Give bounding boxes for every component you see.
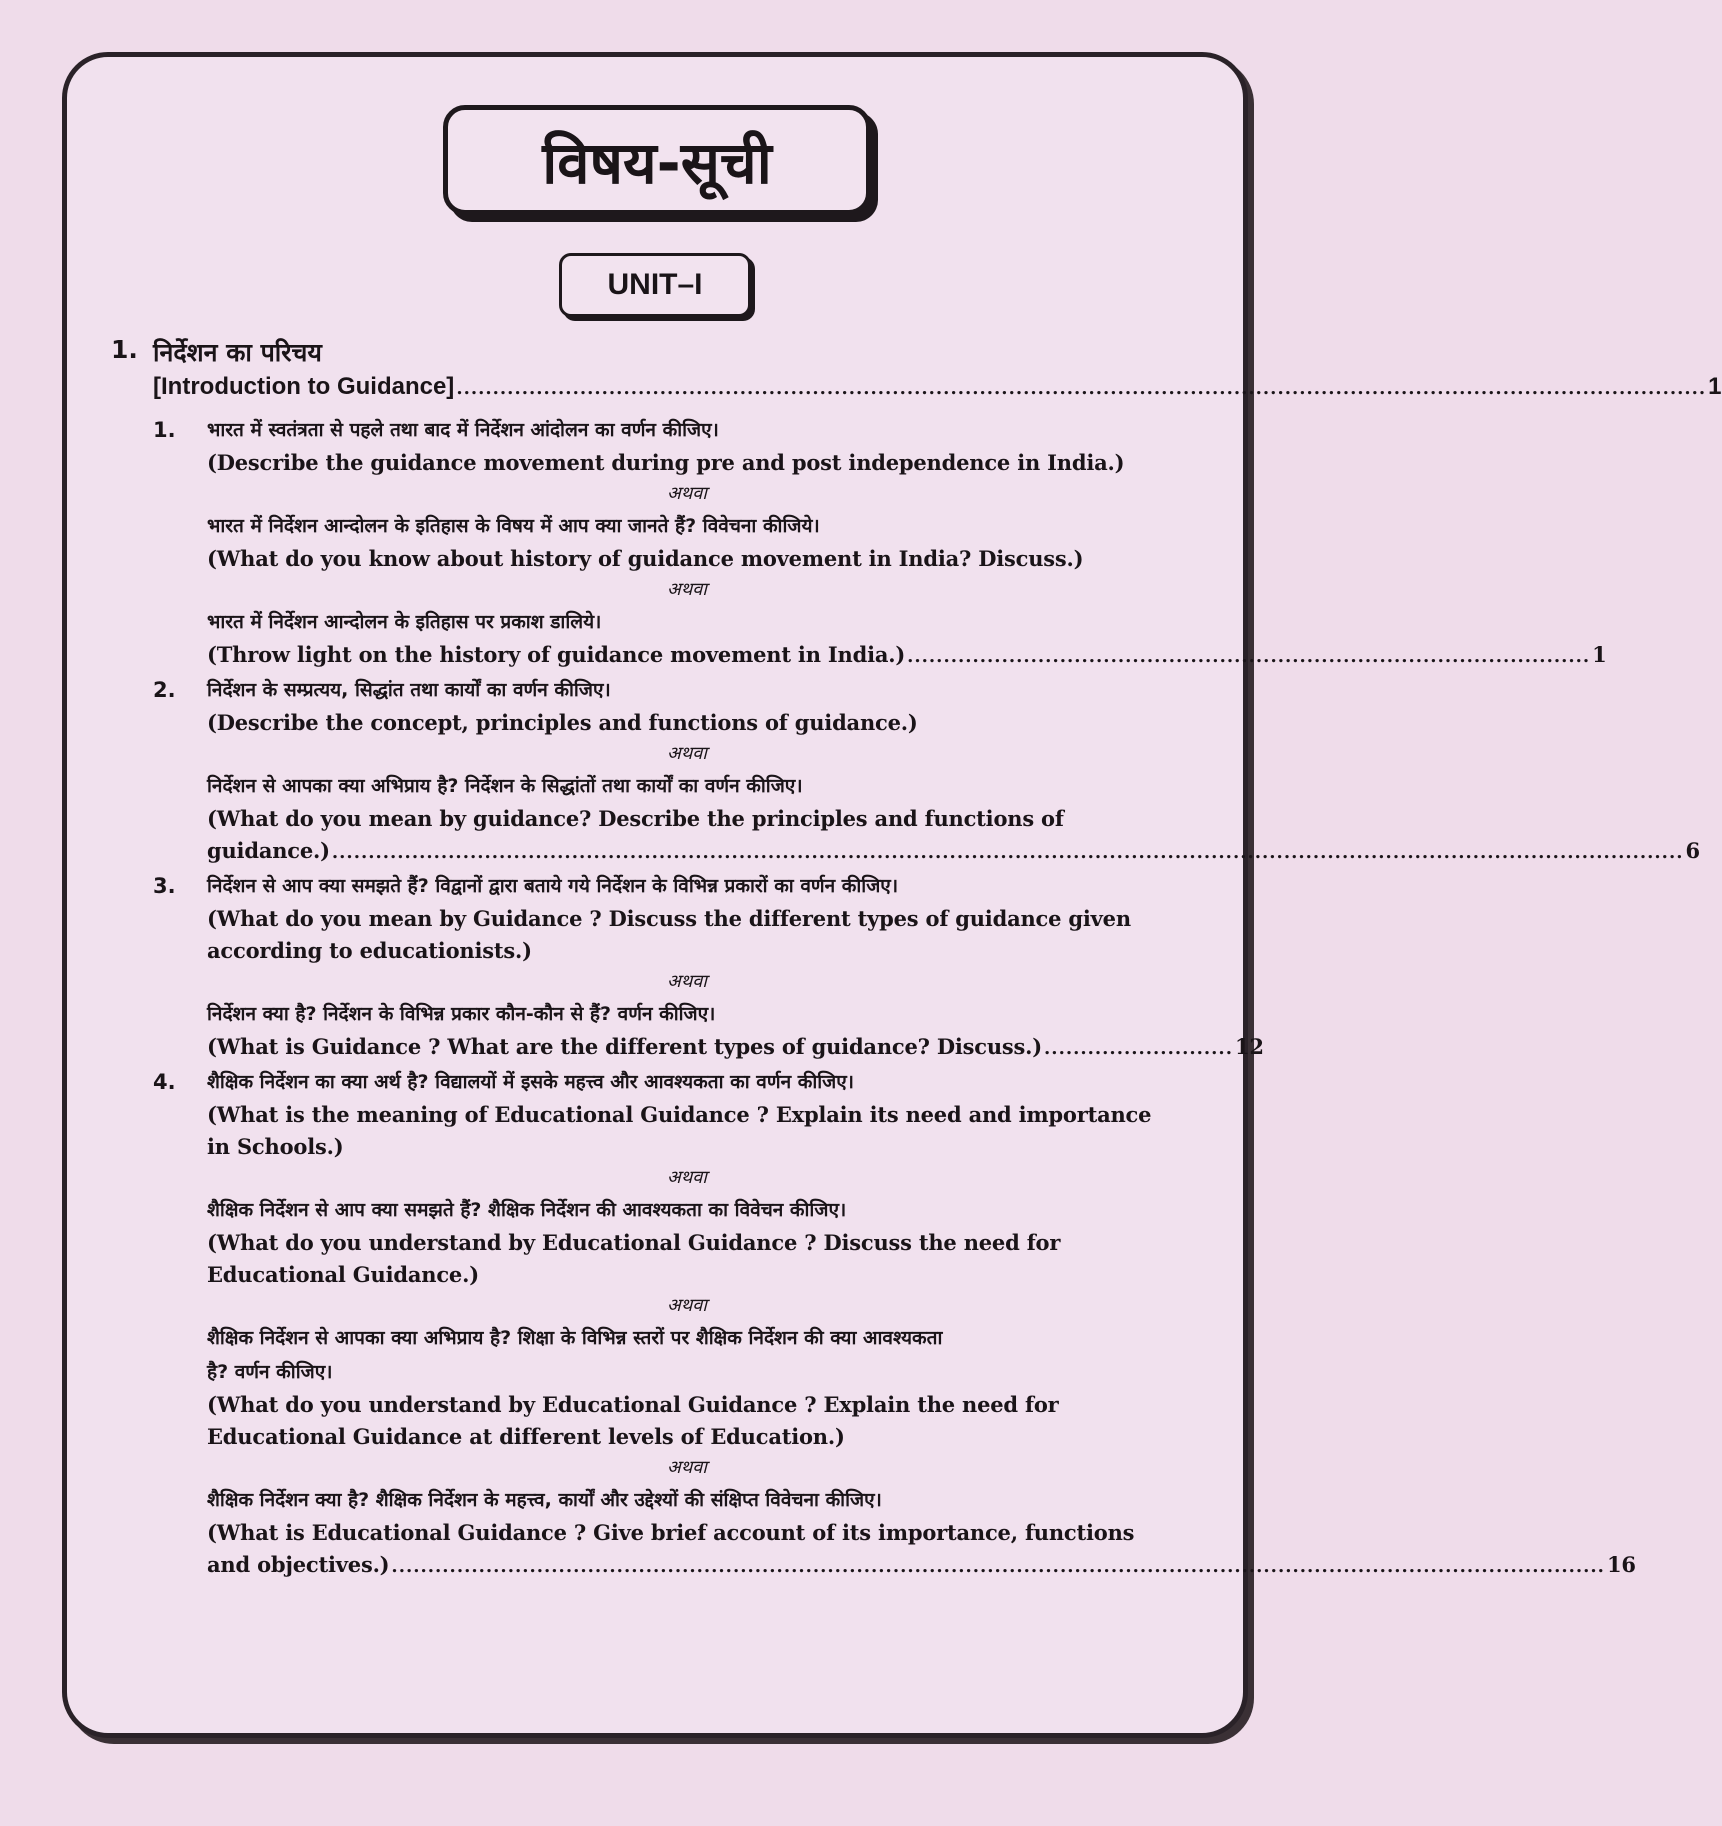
question-hindi: निर्देशन से आप क्या समझते हैं? विद्वानों द्वारा बताये गये निर्देशन के विभिन्न प्रकारों का वर्णन कीजिए। [207, 875, 899, 897]
chapter-title-hindi: निर्देशन का परिचय [153, 338, 322, 367]
dot-leader: ....................................................................................................................................................................... [391, 1556, 1605, 1577]
question-hindi: निर्देशन क्या है? निर्देशन के विभिन्न प्रकार कौन-कौन से हैं? वर्णन कीजिए। [207, 1003, 716, 1025]
alternative-separator: अथवा [667, 483, 707, 504]
question-english: (What is Educational Guidance ? Give brief account of its importance, functions [207, 1520, 1135, 1545]
alternative-separator: अथवा [667, 971, 707, 992]
question-number: 4. [153, 1070, 176, 1094]
alternative-separator: अथवा [667, 579, 707, 600]
question-item[interactable] [111, 1065, 1636, 1583]
question-hindi: है? वर्णन कीजिए। [207, 1361, 333, 1383]
dot-leader: .......................... [1044, 1038, 1233, 1059]
question-page-number: 16 [1606, 1552, 1636, 1577]
chapter-title-english-row [153, 371, 1722, 405]
question-english: (Describe the concept, principles and functions of guidance.) [207, 710, 918, 735]
question-page-number: 6 [1685, 838, 1700, 863]
dot-leader: .......................................................................................................................................................................................... [331, 842, 1684, 863]
chapter-page-number: 1 [1708, 373, 1722, 400]
alternative-separator: अथवा [667, 1295, 707, 1316]
alternative-separator: अथवा [667, 1457, 707, 1478]
question-english: (What is the meaning of Educational Guidance ? Explain its need and importance [207, 1102, 1152, 1127]
question-english: Educational Guidance at different levels of Education.) [207, 1424, 845, 1449]
question-english: (What do you understand by Educational Guidance ? Discuss the need for [207, 1230, 1061, 1255]
question-number: 3. [153, 874, 176, 898]
question-english: guidance.) [207, 838, 330, 863]
chapter-title-english: [Introduction to Guidance] [153, 373, 455, 400]
question-item[interactable] [111, 413, 1607, 673]
question-english: according to educationists.) [207, 938, 532, 963]
question-item[interactable] [111, 869, 1264, 1065]
question-english: (Throw light on the history of guidance movement in India.) [207, 642, 906, 667]
question-hindi: शैक्षिक निर्देशन क्या है? शैक्षिक निर्देशन के महत्त्व, कार्यों और उद्देश्यों की संक्षिप्त विवेचना कीजिए। [207, 1489, 882, 1511]
question-hindi: निर्देशन के सम्प्रत्यय, सिद्धांत तथा कार्यों का वर्णन कीजिए। [207, 679, 611, 701]
chapter-entry[interactable] [111, 335, 1722, 405]
question-english: and objectives.) [207, 1552, 390, 1577]
question-hindi: शैक्षिक निर्देशन का क्या अर्थ है? विद्यालयों में इसके महत्त्व और आवश्यकता का वर्णन कीजिए। [207, 1071, 854, 1093]
question-english-row [207, 1549, 1636, 1583]
question-english: (What do you mean by Guidance ? Discuss the different types of guidance given [207, 906, 1131, 931]
question-english: (What do you understand by Educational Guidance ? Explain the need for [207, 1392, 1059, 1417]
question-english: (Describe the guidance movement during pre and post independence in India.) [207, 450, 1125, 475]
question-english: in Schools.) [207, 1134, 344, 1159]
alternative-separator: अथवा [667, 743, 707, 764]
question-number: 1. [153, 418, 176, 442]
question-english-row [207, 835, 1700, 869]
question-english-row [207, 1031, 1264, 1065]
content-frame [62, 52, 1722, 1738]
question-english: (What do you know about history of guidance movement in India? Discuss.) [207, 546, 1084, 571]
question-page-number: 1 [1592, 642, 1607, 667]
question-number: 2. [153, 678, 176, 702]
toc-content [111, 335, 1722, 1583]
question-list [111, 413, 1700, 1583]
question-english-row [207, 639, 1607, 673]
question-hindi: शैक्षिक निर्देशन से आपका क्या अभिप्राय है? शिक्षा के विभिन्न स्तरों पर शैक्षिक निर्देशन की क्या आवश्यकता [207, 1327, 943, 1349]
alternative-separator: अथवा [667, 1167, 707, 1188]
unit-heading: UNIT–I [559, 253, 751, 317]
question-hindi: भारत में निर्देशन आन्दोलन के इतिहास पर प्रकाश डालिये। [207, 611, 602, 633]
question-english: Educational Guidance.) [207, 1262, 479, 1287]
question-english: (What do you mean by guidance? Describe the principles and functions of [207, 806, 1064, 831]
question-hindi: निर्देशन से आपका क्या अभिप्राय है? निर्देशन के सिद्धांतों तथा कार्यों का वर्णन कीजिए। [207, 775, 803, 797]
question-item[interactable] [111, 673, 1700, 869]
question-hindi: भारत में स्वतंत्रता से पहले तथा बाद में निर्देशन आंदोलन का वर्णन कीजिए। [207, 419, 719, 441]
page-title: विषय-सूची [443, 105, 871, 215]
question-hindi: शैक्षिक निर्देशन से आप क्या समझते हैं? शैक्षिक निर्देशन की आवश्यकता का विवेचन कीजिए। [207, 1199, 847, 1221]
dot-leader: .............................................................................................. [907, 646, 1591, 667]
question-hindi: भारत में निर्देशन आन्दोलन के इतिहास के विषय में आप क्या जानते हैं? विवेचना कीजिये। [207, 515, 820, 537]
question-page-number: 12 [1234, 1034, 1264, 1059]
question-english: (What is Guidance ? What are the different types of guidance? Discuss.) [207, 1034, 1043, 1059]
chapter-number: 1. [111, 335, 138, 364]
dot-leader: ............................................................................................................................................................................ [456, 378, 1707, 399]
